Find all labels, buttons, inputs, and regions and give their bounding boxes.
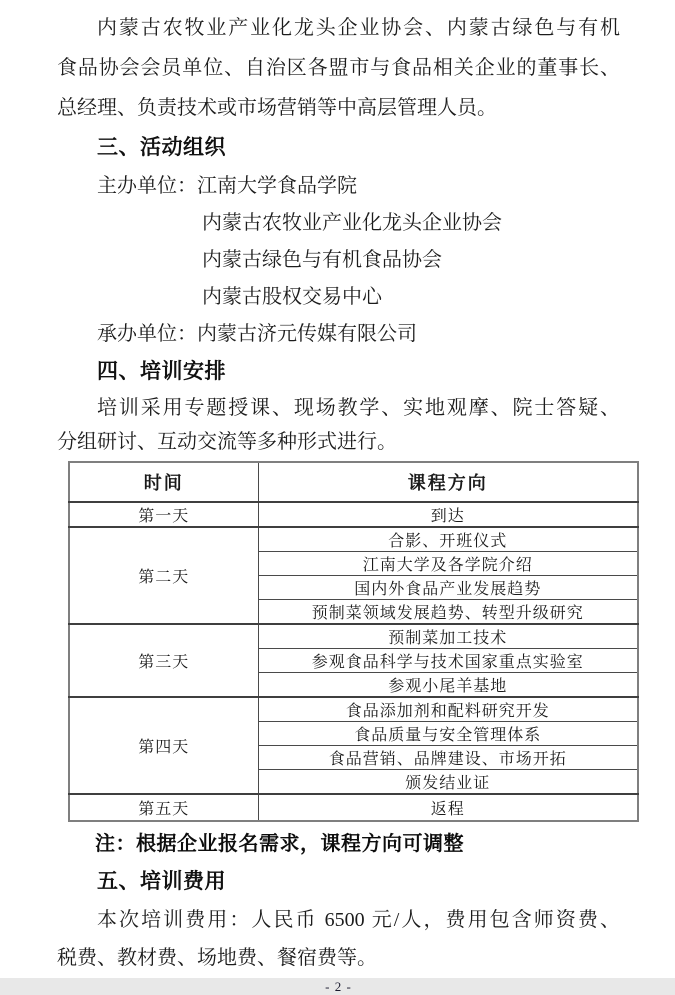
training-intro-line: 分组研讨、互动交流等多种形式进行。 bbox=[57, 431, 397, 453]
page-number: - 2 - bbox=[325, 979, 352, 994]
course-cell: 合影、开班仪式 bbox=[258, 527, 638, 552]
schedule-note: 注：根据企业报名需求，课程方向可调整 bbox=[95, 833, 464, 855]
schedule-row bbox=[69, 527, 638, 552]
host-unit-line bbox=[57, 168, 620, 205]
course-cell: 预制菜领域发展趋势、转型升级研究 bbox=[258, 600, 638, 625]
course-cell: 颁发结业证 bbox=[258, 770, 638, 795]
intro-paragraph-line: 食品协会会员单位、自治区各盟市与食品相关企业的董事长、 bbox=[57, 57, 620, 79]
section-heading-training-fee: 五、培训费用 bbox=[97, 870, 226, 893]
host-unit-value: 江南大学食品学院 bbox=[197, 175, 357, 197]
schedule-row bbox=[69, 624, 638, 649]
organizer-unit-label: 承办单位： bbox=[97, 323, 197, 345]
course-cell: 参观小尾羊基地 bbox=[258, 673, 638, 698]
intro-paragraph bbox=[57, 8, 620, 128]
section-heading-training-arrangement: 四、培训安排 bbox=[97, 360, 226, 383]
host-unit-line: 内蒙古股权交易中心 bbox=[202, 286, 382, 308]
fee-paragraph-line: 税费、教材费、场地费、餐宿费等。 bbox=[57, 947, 377, 969]
host-unit-line: 内蒙古农牧业产业化龙头企业协会 bbox=[202, 212, 502, 234]
schedule-header-time: 时间 bbox=[69, 462, 258, 502]
intro-paragraph-line: 总经理、负责技术或市场营销等中高层管理人员。 bbox=[57, 97, 497, 119]
course-cell: 食品质量与安全管理体系 bbox=[258, 722, 638, 746]
course-cell: 到达 bbox=[258, 502, 638, 527]
day-cell: 第一天 bbox=[69, 502, 258, 527]
course-cell: 食品营销、品牌建设、市场开拓 bbox=[258, 746, 638, 770]
training-intro-paragraph bbox=[57, 391, 620, 459]
course-cell: 食品添加剂和配料研究开发 bbox=[258, 697, 638, 722]
fee-paragraph-line: 本次培训费用：人民币 6500 元/人，费用包含师资费、 bbox=[97, 909, 620, 931]
organizer-unit-line bbox=[57, 316, 620, 353]
organizer-unit-value: 内蒙古济元传媒有限公司 bbox=[197, 323, 417, 345]
section-heading-activity-organization: 三、活动组织 bbox=[97, 136, 226, 159]
course-cell: 国内外食品产业发展趋势 bbox=[258, 576, 638, 600]
schedule-table-body bbox=[69, 502, 638, 821]
course-cell: 预制菜加工技术 bbox=[258, 624, 638, 649]
intro-paragraph-line: 内蒙古农牧业产业化龙头企业协会、内蒙古绿色与有机 bbox=[97, 17, 620, 39]
schedule-row bbox=[69, 697, 638, 722]
day-cell: 第三天 bbox=[69, 624, 258, 697]
schedule-table bbox=[68, 461, 639, 822]
training-intro-line: 培训采用专题授课、现场教学、实地观摩、院士答疑、 bbox=[97, 397, 620, 419]
day-cell: 第五天 bbox=[69, 794, 258, 821]
course-cell: 返程 bbox=[258, 794, 638, 821]
schedule-row bbox=[69, 502, 638, 527]
schedule-header-course: 课程方向 bbox=[258, 462, 638, 502]
schedule-header-row bbox=[69, 462, 638, 502]
course-cell: 参观食品科学与技术国家重点实验室 bbox=[258, 649, 638, 673]
host-unit-line: 内蒙古绿色与有机食品协会 bbox=[202, 249, 442, 271]
host-unit-label: 主办单位： bbox=[97, 175, 197, 197]
day-cell: 第四天 bbox=[69, 697, 258, 794]
fee-paragraph bbox=[57, 901, 620, 977]
day-cell: 第二天 bbox=[69, 527, 258, 624]
schedule-row bbox=[69, 794, 638, 821]
course-cell: 江南大学及各学院介绍 bbox=[258, 552, 638, 576]
organization-block bbox=[57, 168, 620, 353]
